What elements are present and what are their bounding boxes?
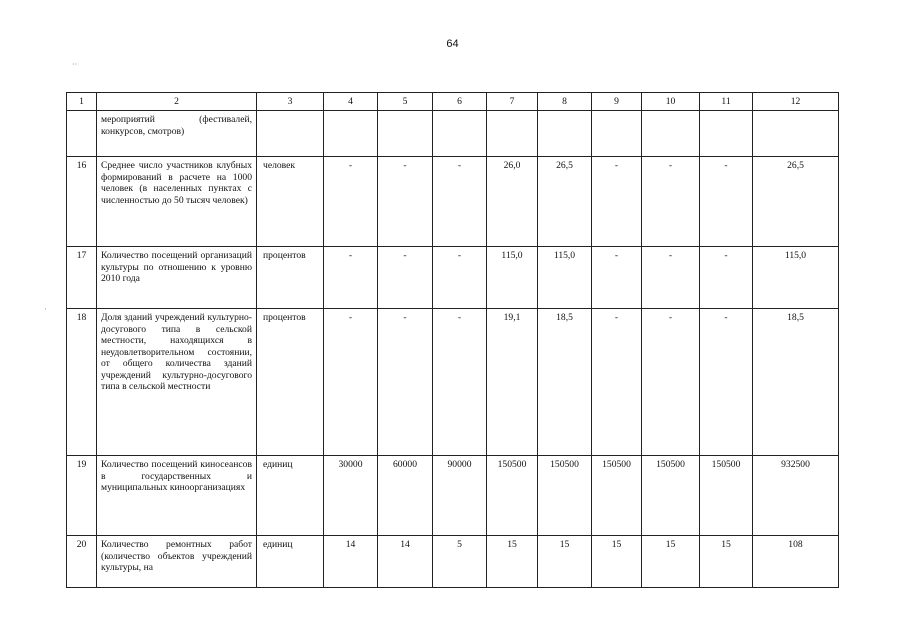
value-cell: 115,0 (538, 247, 592, 309)
value-cell: - (324, 247, 378, 309)
value-cell: 19,1 (487, 309, 538, 456)
value-cell: - (592, 309, 642, 456)
unit-of-measure: процентов (257, 247, 324, 309)
indicator-name: Количество посещений киносеансов в государственных и муниципальных киноорганизациях (97, 456, 257, 536)
value-cell: - (700, 157, 753, 247)
table-row (67, 456, 839, 536)
total-cell: 108 (753, 536, 839, 588)
value-cell: - (642, 247, 700, 309)
row-number: 18 (67, 309, 97, 456)
value-cell: 150500 (642, 456, 700, 536)
value-cell: 30000 (324, 456, 378, 536)
indicator-name: Доля зданий учреждений культурно-досугового типа в сельской местности, находящихся в неудовлетворительном состоянии, от общего количества зданий учреждений культурно-досугового типа в сельской местности (97, 309, 257, 456)
unit-of-measure: человек (257, 157, 324, 247)
value-cell: 26,0 (487, 157, 538, 247)
value-cell (700, 111, 753, 157)
value-cell: - (433, 247, 487, 309)
value-cell: 150500 (592, 456, 642, 536)
row-number: 17 (67, 247, 97, 309)
value-cell: - (592, 247, 642, 309)
value-cell: 26,5 (538, 157, 592, 247)
value-cell: 15 (700, 536, 753, 588)
row-number: 19 (67, 456, 97, 536)
value-cell: - (378, 157, 433, 247)
column-header: 2 (97, 93, 257, 111)
column-header: 7 (487, 93, 538, 111)
total-cell: 932500 (753, 456, 839, 536)
table-row (67, 247, 839, 309)
indicator-name: Среднее число участников клубных формирований в расчете на 1000 человек (в населенных пунктах с численностью до 50 тысяч человек) (97, 157, 257, 247)
column-header: 5 (378, 93, 433, 111)
unit-of-measure: единиц (257, 536, 324, 588)
total-cell: 18,5 (753, 309, 839, 456)
value-cell (538, 111, 592, 157)
value-cell: 15 (592, 536, 642, 588)
value-cell: - (324, 309, 378, 456)
value-cell: 150500 (487, 456, 538, 536)
column-header: 11 (700, 93, 753, 111)
value-cell: - (433, 157, 487, 247)
value-cell (592, 111, 642, 157)
table-row (67, 157, 839, 247)
value-cell: 60000 (378, 456, 433, 536)
value-cell: 15 (487, 536, 538, 588)
value-cell: - (642, 309, 700, 456)
value-cell: 5 (433, 536, 487, 588)
indicators-table (66, 92, 839, 588)
column-header: 1 (67, 93, 97, 111)
value-cell: - (378, 247, 433, 309)
value-cell: 14 (324, 536, 378, 588)
indicator-name: Количество ремонтных работ (количество объектов учреждений культуры, на (97, 536, 257, 588)
unit-of-measure: процентов (257, 309, 324, 456)
column-header: 4 (324, 93, 378, 111)
value-cell: 90000 (433, 456, 487, 536)
indicator-name: мероприятий (фестивалей, конкурсов, смотров) (97, 111, 257, 157)
value-cell: - (700, 309, 753, 456)
column-header: 3 (257, 93, 324, 111)
table-row (67, 309, 839, 456)
scan-speck: · (44, 305, 47, 314)
value-cell: 150500 (538, 456, 592, 536)
value-cell (324, 111, 378, 157)
value-cell: - (324, 157, 378, 247)
header-row (67, 93, 839, 111)
value-cell: - (642, 157, 700, 247)
unit-of-measure (257, 111, 324, 157)
column-header: 6 (433, 93, 487, 111)
indicator-name: Количество посещений организаций культуры по отношению к уровню 2010 года (97, 247, 257, 309)
value-cell: 15 (538, 536, 592, 588)
total-cell (753, 111, 839, 157)
column-header: 10 (642, 93, 700, 111)
value-cell (433, 111, 487, 157)
page-number: 64 (446, 38, 459, 50)
value-cell: - (700, 247, 753, 309)
value-cell: 14 (378, 536, 433, 588)
column-header: 8 (538, 93, 592, 111)
column-header: 9 (592, 93, 642, 111)
value-cell: 15 (642, 536, 700, 588)
table-row (67, 111, 839, 157)
value-cell: - (592, 157, 642, 247)
row-number (67, 111, 97, 157)
value-cell: 115,0 (487, 247, 538, 309)
value-cell (642, 111, 700, 157)
unit-of-measure: единиц (257, 456, 324, 536)
column-header: 12 (753, 93, 839, 111)
row-number: 20 (67, 536, 97, 588)
value-cell: 18,5 (538, 309, 592, 456)
value-cell: - (433, 309, 487, 456)
value-cell (487, 111, 538, 157)
value-cell (378, 111, 433, 157)
value-cell: 150500 (700, 456, 753, 536)
total-cell: 26,5 (753, 157, 839, 247)
table-row (67, 536, 839, 588)
value-cell: - (378, 309, 433, 456)
scan-speck: ·· (72, 60, 78, 69)
total-cell: 115,0 (753, 247, 839, 309)
row-number: 16 (67, 157, 97, 247)
